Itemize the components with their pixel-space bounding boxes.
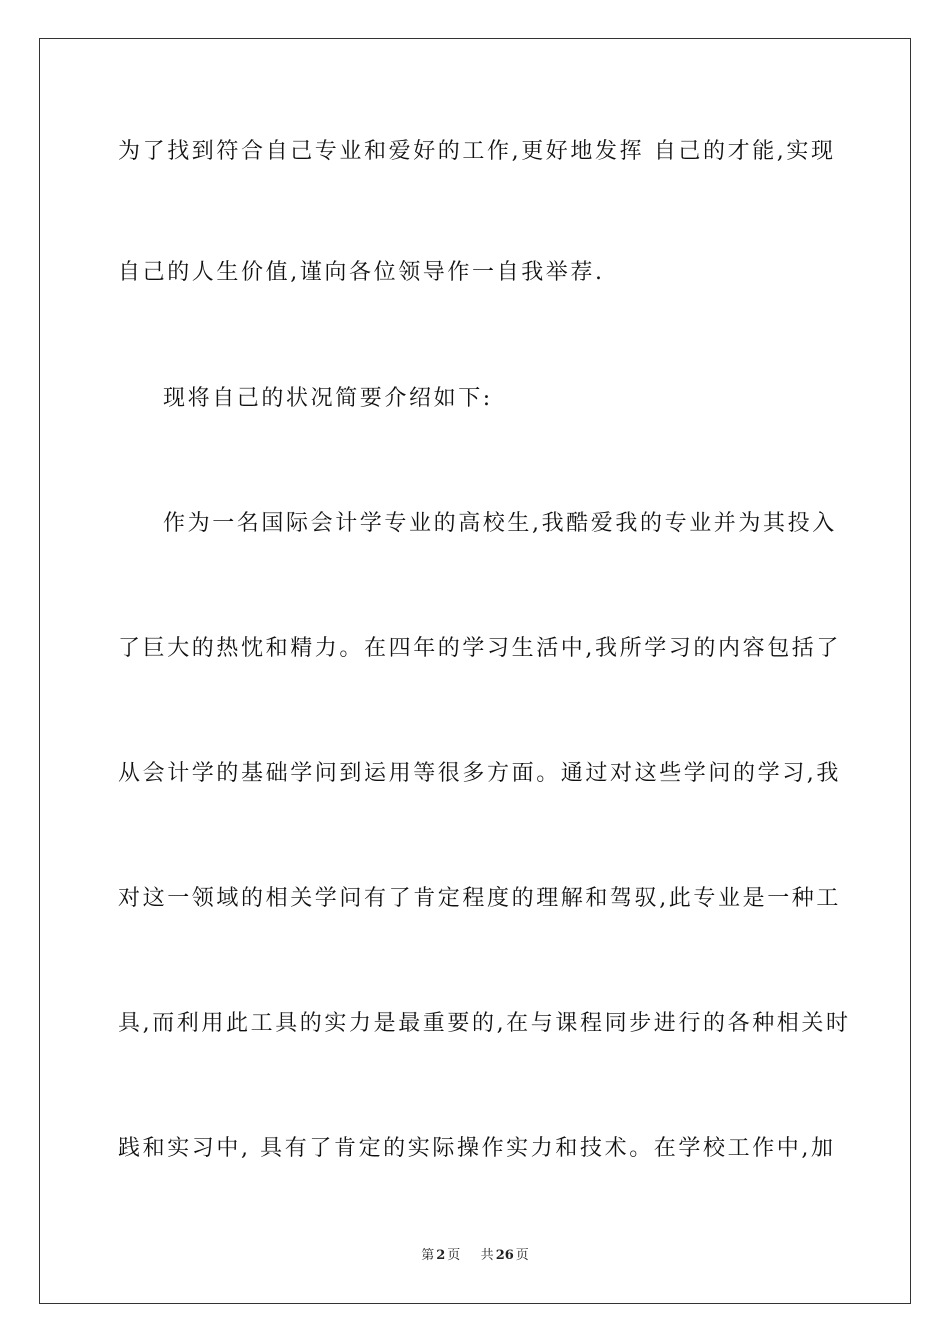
text-line-1: 为了找到符合自己专业和爱好的工作,更好地发挥 自己的才能,实现: [118, 139, 836, 164]
text-line-9: 践和实习中, 具有了肯定的实际操作实力和技术。在学校工作中,加: [118, 1136, 836, 1161]
text-line-2: 自己的人生价值,谨向各位领导作一自我举荐.: [118, 260, 605, 285]
text-line-6: 从会计学的基础学问到运用等很多方面。通过对这些学问的学习,我: [118, 761, 841, 786]
total-pages-label: 共 26 页: [480, 1248, 529, 1263]
text-line-4: 作为一名国际会计学专业的高校生,我酷爱我的专业并为其投入: [163, 511, 837, 536]
page-footer: [0, 1247, 950, 1265]
page-border: [39, 38, 911, 1304]
text-line-8: 具,而利用此工具的实力是最重要的,在与课程同步进行的各种相关时: [118, 1011, 851, 1036]
text-line-7: 对这一领域的相关学问有了肯定程度的理解和驾驭,此专业是一种工: [118, 886, 841, 911]
text-line-5: 了巨大的热忱和精力。在四年的学习生活中,我所学习的内容包括了: [118, 636, 841, 661]
text-line-3: 现将自己的状况简要介绍如下:: [163, 386, 493, 411]
page-number-label: 第 2 页: [421, 1248, 461, 1263]
